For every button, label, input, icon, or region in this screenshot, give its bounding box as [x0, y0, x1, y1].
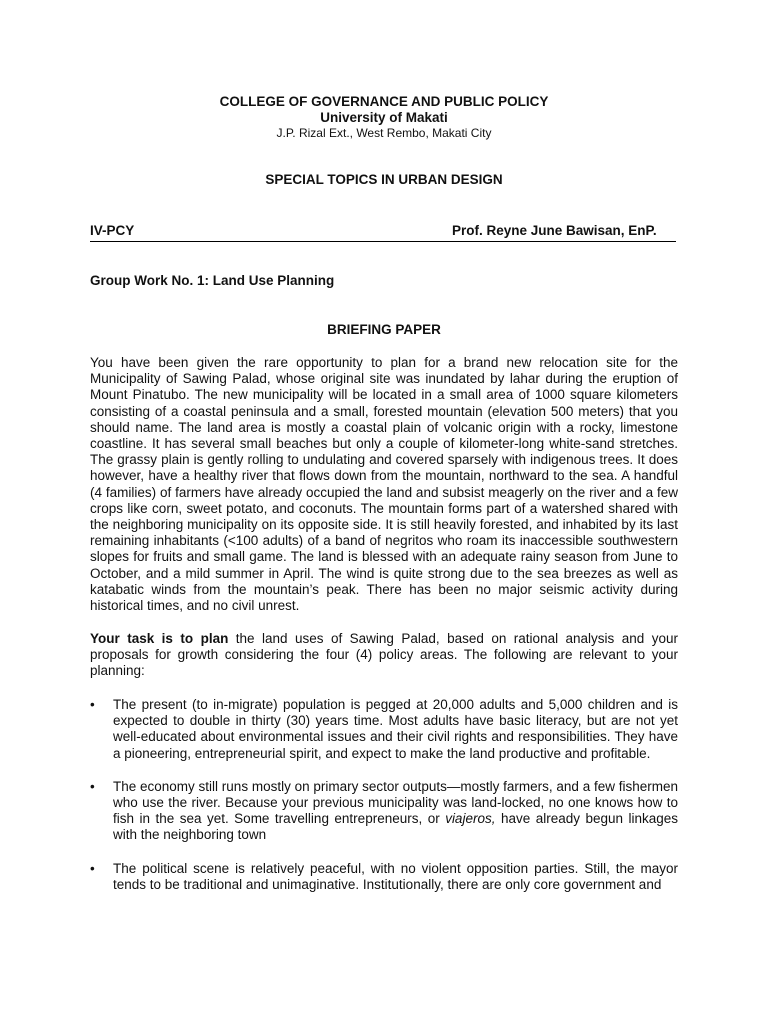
course-info-row	[90, 221, 676, 242]
university-name: University of Makati	[320, 110, 448, 125]
briefing-title: BRIEFING PAPER	[327, 322, 441, 337]
bullet-icon: •	[90, 697, 95, 712]
list-item	[90, 779, 678, 844]
section-label: IV-PCY	[90, 223, 135, 238]
list-item-text: The present (to in-migrate) population is pegged at 20,000 adults and 5,000 children and is expected to double in thirty (30) years time. Most adults have basic literacy, but are not yet well-educated about environmental issues and their civil rights and responsibilities. They have a pioneering, entrepreneurial spirit, and expect to make the land productive and profitable.	[113, 697, 678, 761]
task-lead: Your task is to plan	[90, 631, 229, 646]
considerations-list	[90, 697, 678, 910]
list-item-text-end: have already begun linkages with the neighboring town	[113, 811, 678, 843]
university-address: J.P. Rizal Ext., West Rembo, Makati City	[276, 126, 492, 140]
list-item	[90, 697, 678, 762]
list-item-text: The economy still runs mostly on primary sector outputs—mostly farmers, and a few fishermen who use the river. Because your previous municipality was land-locked, no one knows how to fish in the sea yet. Some travelling entrepreneurs, or	[113, 778, 678, 827]
list-item-italic: viajeros,	[445, 811, 496, 827]
course-title: SPECIAL TOPICS IN URBAN DESIGN	[265, 172, 503, 187]
task-text: the land uses of Sawing Palad, based on rational analysis and your proposals for growth considering the four (4) policy areas. The following are relevant to your planning:	[90, 631, 678, 679]
intro-paragraph: You have been given the rare opportunity to plan for a brand new relocation site for the Municipality of Sawing Palad, whose original site was inundated by lahar during the eruption of Mount Pinatubo. The new municipality will be located in a small area of 1000 square kilometers consisting of a coastal peninsula and a small, forested mountain (elevation 500 meters) that you should name. The land area is mostly a coastal plain of volcanic origin with a rocky, limestone coastline. It has several small beaches but only a couple of kilometer-long white-sand stretches. The grassy plain is gently rolling to undulating and covered sparsely with indigenous trees. It does however, have a healthy river that flows down from the mountain, northward to the sea. A handful (4 families) of farmers have already occupied the land and subsist meagerly on the river and a few crops like corn, sweet potato, and coconuts. The mountain forms part of a watershed shared with the neighboring municipality on its opposite side. It is still heavily forested, and inhabited by its last remaining inhabitants (<100 adults) of a band of negritos who roam its inaccessible southwestern slopes for fruits and small game. The land is blessed with an adequate rainy season from June to October, and a mild summer in April. The wind is quite strong due to the sea breezes as well as katabatic winds from the mountain’s peak. There has been no major seismic activity during historical times, and no civil unrest.	[90, 355, 678, 614]
professor-name: Prof. Reyne June Bawisan, EnP.	[452, 223, 657, 238]
bullet-icon: •	[90, 860, 95, 876]
list-item-text: The political scene is relatively peaceful, with no violent opposition parties. Still, the mayor tends to be traditional and unimaginative. Institutionally, there are only core government and	[113, 860, 678, 892]
group-work-title: Group Work No. 1: Land Use Planning	[90, 273, 335, 288]
list-item	[90, 861, 678, 893]
task-paragraph	[90, 631, 678, 680]
bullet-icon: •	[90, 778, 95, 794]
college-name: COLLEGE OF GOVERNANCE AND PUBLIC POLICY	[219, 94, 549, 109]
